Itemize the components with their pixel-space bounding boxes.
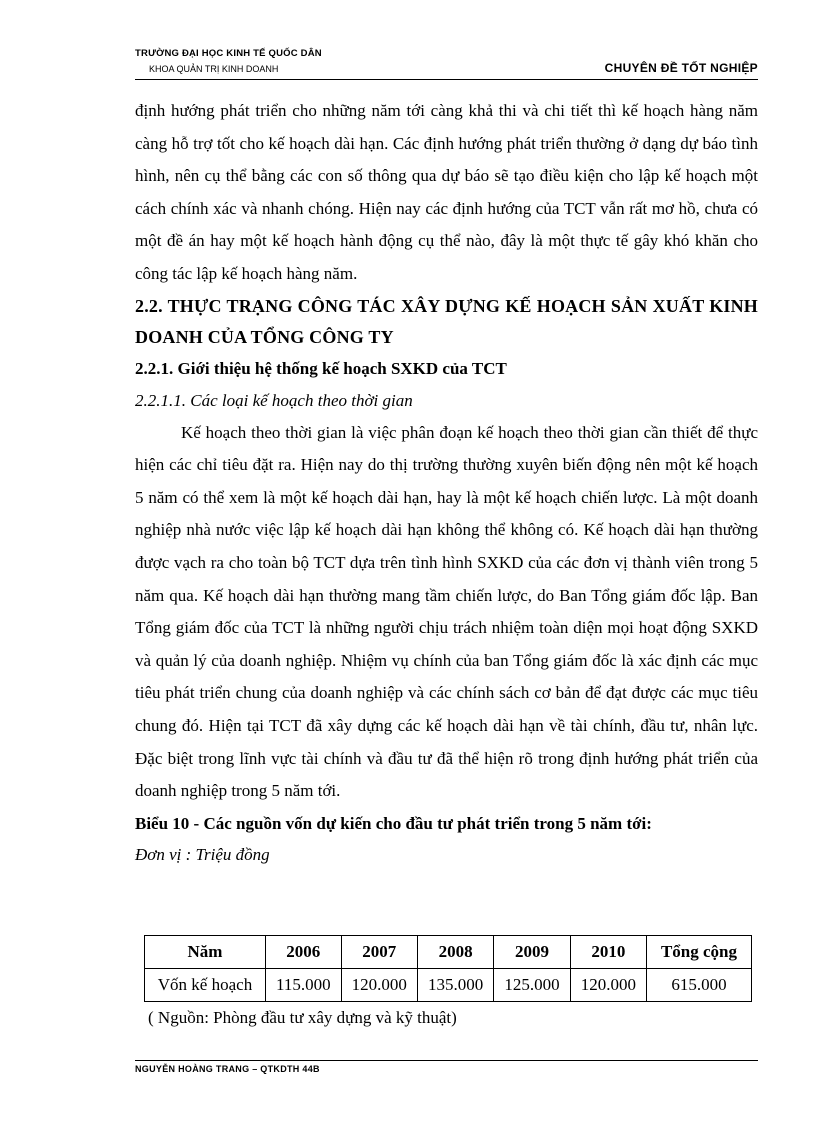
table-header-cell: Năm — [145, 936, 266, 969]
section-heading-2-2-1: 2.2.1. Giới thiệu hệ thống kế hoạch SXKD của TCT — [135, 358, 507, 378]
header-divider — [135, 79, 758, 80]
page-header — [135, 48, 758, 78]
table-row — [145, 969, 752, 1002]
investment-table — [144, 935, 752, 1002]
paragraph-intro: định hướng phát triển cho những năm tới càng khả thi và chi tiết thì kế hoạch hàng năm càng hỗ trợ tốt cho kế hoạch dài hạn. Các định hướng phát triển thường ở dạng dự báo tình hình, nên cụ thể bằng các con số thông qua dự báo sẽ tạo điều kiện cho lập kế hoạch một cách chính xác và nhanh chóng. Hiện nay các định hướng của TCT vẫn rất mơ hồ, chưa có một đề án hay một kế hoạch hành động cụ thể nào, đây là một thực tế gây khó khăn cho công tác lập kế hoạch hàng năm. — [135, 101, 758, 283]
page-footer: NGUYỄN HOÀNG TRANG – QTKDTH 44B — [135, 1064, 320, 1074]
paragraph-plan-types: Kế hoạch theo thời gian là việc phân đoạn kế hoạch theo thời gian cần thiết để thực hiện các chỉ tiêu đặt ra. Hiện nay do thị trường thường xuyên biến động nên một kế hoạch 5 năm có thể xem là một kế hoạch dài hạn, hay là một kế hoạch chiến lược. Là một doanh nghiệp nhà nước việc lập kế hoạch dài hạn không thể không có. Kế hoạch dài hạn thường được vạch ra cho toàn bộ TCT dựa trên tình hình SXKD của các đơn vị thành viên trong 5 năm qua. Kế hoạch dài hạn thường mang tầm chiến lược, do Ban Tổng giám đốc lập. Ban Tổng giám đốc của TCT là những người chịu trách nhiệm toàn diện mọi hoạt động SXKD và quản lý của doanh nghiệp. Nhiệm vụ chính của ban Tổng giám đốc là xác định các mục tiêu phát triển chung của doanh nghiệp và các chính sách cơ bản để đạt được các mục tiêu chung đó. Hiện tại TCT đã xây dựng các kế hoạch dài hạn về tài chính, đầu tư, nhân lực. Đặc biệt trong lĩnh vực tài chính và đầu tư đã thể hiện rõ trong định hướng phát triển của doanh nghiệp trong 5 năm tới. — [135, 422, 758, 801]
table-caption: Biểu 10 - Các nguồn vốn dự kiến cho đầu tư phát triển trong 5 năm tới: — [135, 813, 652, 833]
section-heading-2-2-1-1: 2.2.1.1. Các loại kế hoạch theo thời gian — [135, 390, 413, 410]
table-unit: Đơn vị : Triệu đồng — [135, 844, 270, 864]
footer-divider — [135, 1060, 758, 1061]
table-source: ( Nguồn: Phòng đầu tư xây dựng và kỹ thuật) — [148, 1008, 457, 1027]
document-type: CHUYÊN ĐỀ TỐT NGHIỆP — [604, 61, 758, 75]
table-cell: 615.000 — [647, 969, 752, 1002]
table-header-cell: 2009 — [494, 936, 570, 969]
table-header-cell: Tổng cộng — [647, 936, 752, 969]
section-heading-2-2: 2.2. THỰC TRẠNG CÔNG TÁC XÂY DỰNG KẾ HOẠCH SẢN XUẤT KINH DOANH CỦA TỔNG CÔNG TY — [135, 295, 758, 347]
table-cell: 115.000 — [266, 969, 342, 1002]
university-name: TRƯỜNG ĐẠI HỌC KINH TẾ QUỐC DÂN — [135, 48, 322, 59]
table-header-cell: 2007 — [341, 936, 417, 969]
table-cell: 135.000 — [417, 969, 493, 1002]
table-cell: 125.000 — [494, 969, 570, 1002]
faculty-name: KHOA QUẢN TRỊ KINH DOANH — [149, 64, 279, 74]
table-header-row — [145, 936, 752, 969]
table-cell: Vốn kế hoạch — [145, 969, 266, 1002]
table-cell: 120.000 — [341, 969, 417, 1002]
table-header-cell: 2010 — [570, 936, 646, 969]
page-body — [135, 95, 758, 870]
table-header-cell: 2008 — [417, 936, 493, 969]
table-cell: 120.000 — [570, 969, 646, 1002]
table-header-cell: 2006 — [266, 936, 342, 969]
